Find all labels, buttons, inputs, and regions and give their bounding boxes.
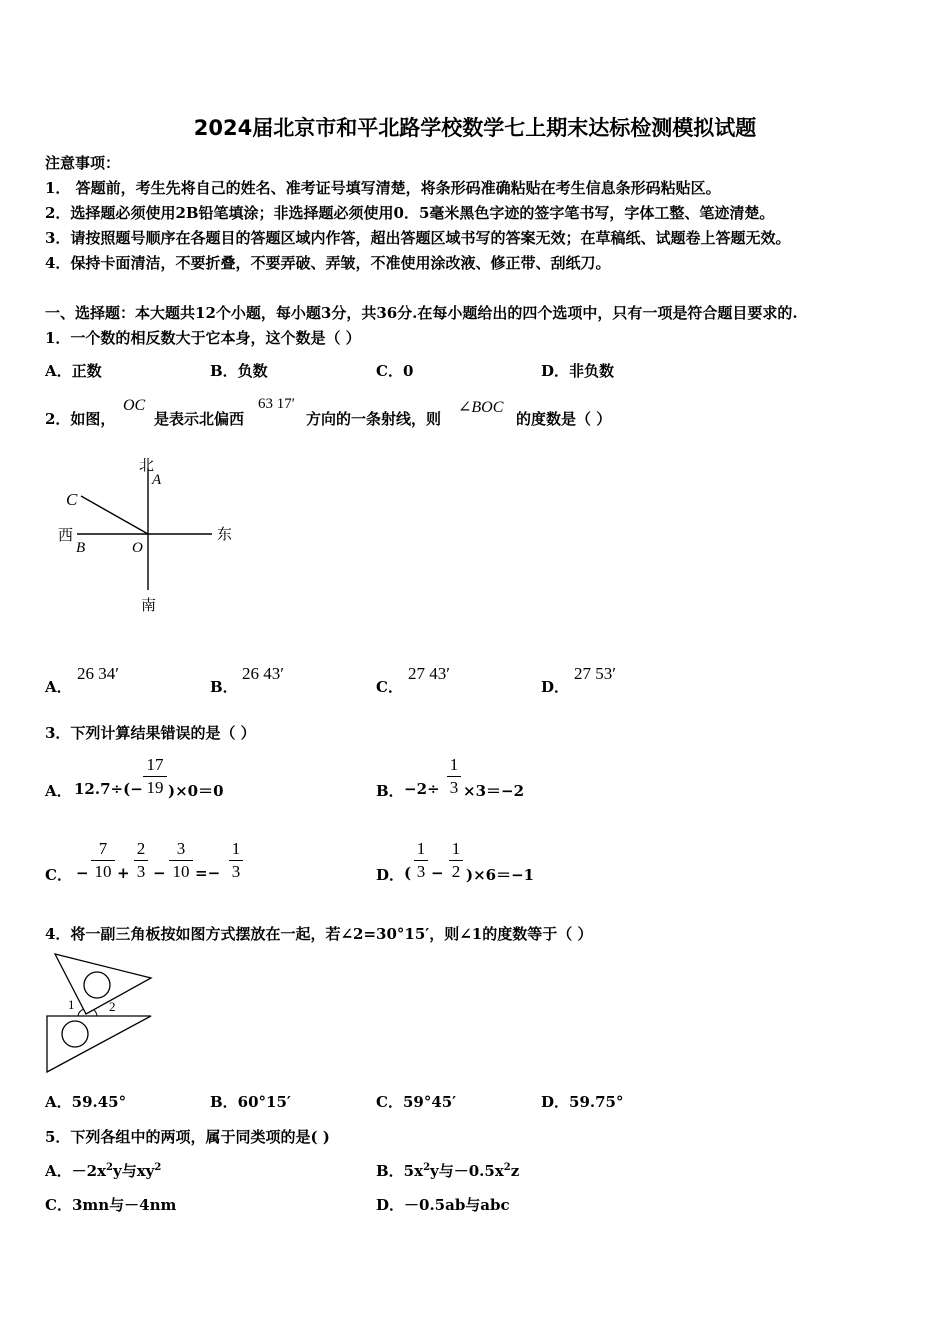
- numerator: 2: [136, 839, 146, 858]
- numerator: 1: [451, 839, 461, 858]
- q2-option-b-value: 26 43′: [242, 664, 284, 683]
- notice-item-3: 3．请按照题号顺序在各题目的答题区域内作答，超出答题区域书写的答案无效；在草稿纸、试题卷上答题无效。: [45, 229, 791, 247]
- q3-option-b-pre: −2÷: [404, 780, 440, 798]
- q2-option-a-label: A．: [45, 678, 72, 696]
- q1-stem: 1．一个数的相反数大于它本身，这个数是（ ）: [45, 329, 361, 347]
- q3-option-d-label: D．: [376, 866, 405, 884]
- angle-1-arc: [78, 1009, 84, 1016]
- q2-angle: 63 17′: [258, 396, 296, 412]
- q3-option-c-label: C．: [45, 866, 72, 884]
- numerator: 3: [176, 839, 186, 858]
- point-b-label: B: [76, 540, 86, 556]
- denominator: 3: [231, 862, 241, 881]
- q3-option-c-fraction-3: [169, 839, 193, 882]
- q2-option-c-value: 27 43′: [408, 664, 450, 683]
- q3-option-c-minus-2: −: [153, 864, 166, 882]
- q2-stem-c: 方向的一条射线，则: [306, 410, 442, 428]
- q2-stem-d: 的度数是（ ）: [516, 410, 612, 428]
- ray-oc: [81, 496, 148, 534]
- denominator: 3: [416, 862, 426, 881]
- q4-stem: 4．将一副三角板按如图方式摆放在一起，若∠2=30°15′，则∠1的度数等于（ ）: [45, 925, 593, 943]
- north-label: 北: [139, 458, 155, 474]
- q3-option-c-fraction-4: [229, 839, 243, 882]
- west-label: 西: [58, 528, 74, 544]
- denominator: 10: [94, 862, 112, 881]
- q4-triangles-figure: [40, 950, 160, 1075]
- q5-option-b: [376, 1160, 519, 1181]
- q3-option-a-post: )×0＝0: [168, 782, 224, 800]
- denominator: 19: [146, 778, 164, 797]
- numerator: 1: [449, 755, 459, 774]
- q4-option-d: D．59.75°: [541, 1093, 624, 1111]
- south-label: 南: [141, 598, 157, 614]
- q3-option-c-equals: =−: [195, 864, 221, 882]
- q3-option-d-minus: −: [431, 864, 444, 882]
- numerator: 1: [416, 839, 426, 858]
- q5-b-part: B．5x: [376, 1162, 424, 1180]
- q2-ray-oc: OC: [123, 397, 146, 414]
- q3-option-b-post: ×3＝−2: [463, 782, 525, 800]
- lower-triangle-hole: [62, 1021, 88, 1047]
- east-label: 东: [217, 527, 233, 543]
- denominator: 2: [451, 862, 461, 881]
- numerator: 17: [146, 755, 164, 774]
- q5-a-sup: 2: [106, 1162, 113, 1173]
- q2-option-b-label: B．: [210, 678, 238, 696]
- section-heading: 一、选择题：本大题共12个小题，每小题3分，共36分.在每小题给出的四个选项中，只有一项是符合题目要求的.: [45, 304, 798, 322]
- notice-heading: 注意事项：: [45, 154, 121, 172]
- q5-b-part: y与－0.5x: [430, 1162, 504, 1180]
- q5-b-sup: 2: [423, 1162, 431, 1173]
- angle-1-label: 1: [68, 997, 75, 1012]
- lower-triangle: [47, 1016, 151, 1072]
- q1-option-c: C．0: [376, 362, 414, 380]
- q2-option-c-label: C．: [376, 678, 403, 696]
- q2-option-d-label: D．: [541, 678, 570, 696]
- q2-stem-a: 2．如图，: [45, 410, 116, 428]
- q5-option-a: [45, 1160, 161, 1181]
- denominator: 3: [449, 778, 459, 797]
- denominator: 10: [172, 862, 190, 881]
- q1-option-b: B．负数: [210, 362, 268, 380]
- q3-option-d-post: )×6＝−1: [466, 866, 535, 884]
- q3-option-d-fraction-1: [414, 839, 428, 882]
- q5-b-part: z: [510, 1162, 520, 1180]
- q3-option-d-fraction-2: [449, 839, 463, 882]
- angle-2-arc: [94, 1010, 97, 1016]
- q2-stem-b: 是表示北偏西: [154, 410, 245, 428]
- notice-item-2: 2．选择题必须使用2B铅笔填涂；非选择题必须使用0．5毫米黑色字迹的签字笔书写，字体工整、笔迹清楚。: [45, 204, 775, 222]
- q3-option-c-fraction-2: [134, 839, 148, 882]
- q2-compass-figure: [55, 450, 245, 620]
- q5-option-d: D．－0.5ab与abc: [376, 1196, 510, 1214]
- q5-a-sup: 2: [154, 1162, 162, 1173]
- q4-option-c: C．59°45′: [376, 1093, 457, 1111]
- q4-option-a: A．59.45°: [45, 1093, 127, 1111]
- q1-option-d: D．非负数: [541, 362, 615, 380]
- q5-a-part: A．－2x: [45, 1162, 107, 1180]
- q3-option-b-fraction: [447, 755, 461, 798]
- q2-option-a-value: 26 34′: [77, 664, 119, 683]
- numerator: 1: [231, 839, 241, 858]
- q3-option-a-pre: 12.7÷(−: [74, 780, 143, 798]
- q4-option-b: B．60°15′: [210, 1093, 291, 1111]
- q3-option-a-label: A．: [45, 782, 72, 800]
- q3-option-c-fraction-1: [91, 839, 115, 882]
- q3-option-b-label: B．: [376, 782, 404, 800]
- q3-option-d-open: (: [404, 864, 412, 882]
- q5-b-sup: 2: [503, 1162, 511, 1173]
- angle-2-label: 2: [109, 999, 116, 1014]
- point-c-label: C: [66, 490, 78, 509]
- q2-option-d-value: 27 53′: [574, 664, 616, 683]
- q3-option-c-minus: −: [76, 864, 89, 882]
- page-title: 2024届北京市和平北路学校数学七上期末达标检测模拟试题: [193, 116, 757, 140]
- q5-stem: 5．下列各组中的两项，属于同类项的是( ): [45, 1128, 330, 1146]
- upper-triangle-hole: [84, 972, 110, 998]
- q1-option-a: A．正数: [45, 362, 102, 380]
- q3-option-c-plus: +: [117, 864, 130, 882]
- denominator: 3: [136, 862, 146, 881]
- q2-angle-boc: ∠BOC: [458, 399, 504, 416]
- q5-option-c: C．3mn与－4nm: [45, 1196, 177, 1214]
- point-a-label: A: [152, 472, 162, 488]
- numerator: 7: [98, 839, 108, 858]
- point-o-label: O: [132, 540, 143, 556]
- notice-item-1: 1． 答题前，考生先将自己的姓名、准考证号填写清楚，将条形码准确粘贴在考生信息条形码粘贴区。: [45, 179, 721, 197]
- q5-a-part: y与xy: [113, 1162, 155, 1180]
- notice-item-4: 4．保持卡面清洁，不要折叠，不要弄破、弄皱，不准使用涂改液、修正带、刮纸刀。: [45, 254, 611, 272]
- q3-option-a-fraction: [143, 755, 167, 798]
- q3-stem: 3．下列计算结果错误的是（ ）: [45, 724, 256, 742]
